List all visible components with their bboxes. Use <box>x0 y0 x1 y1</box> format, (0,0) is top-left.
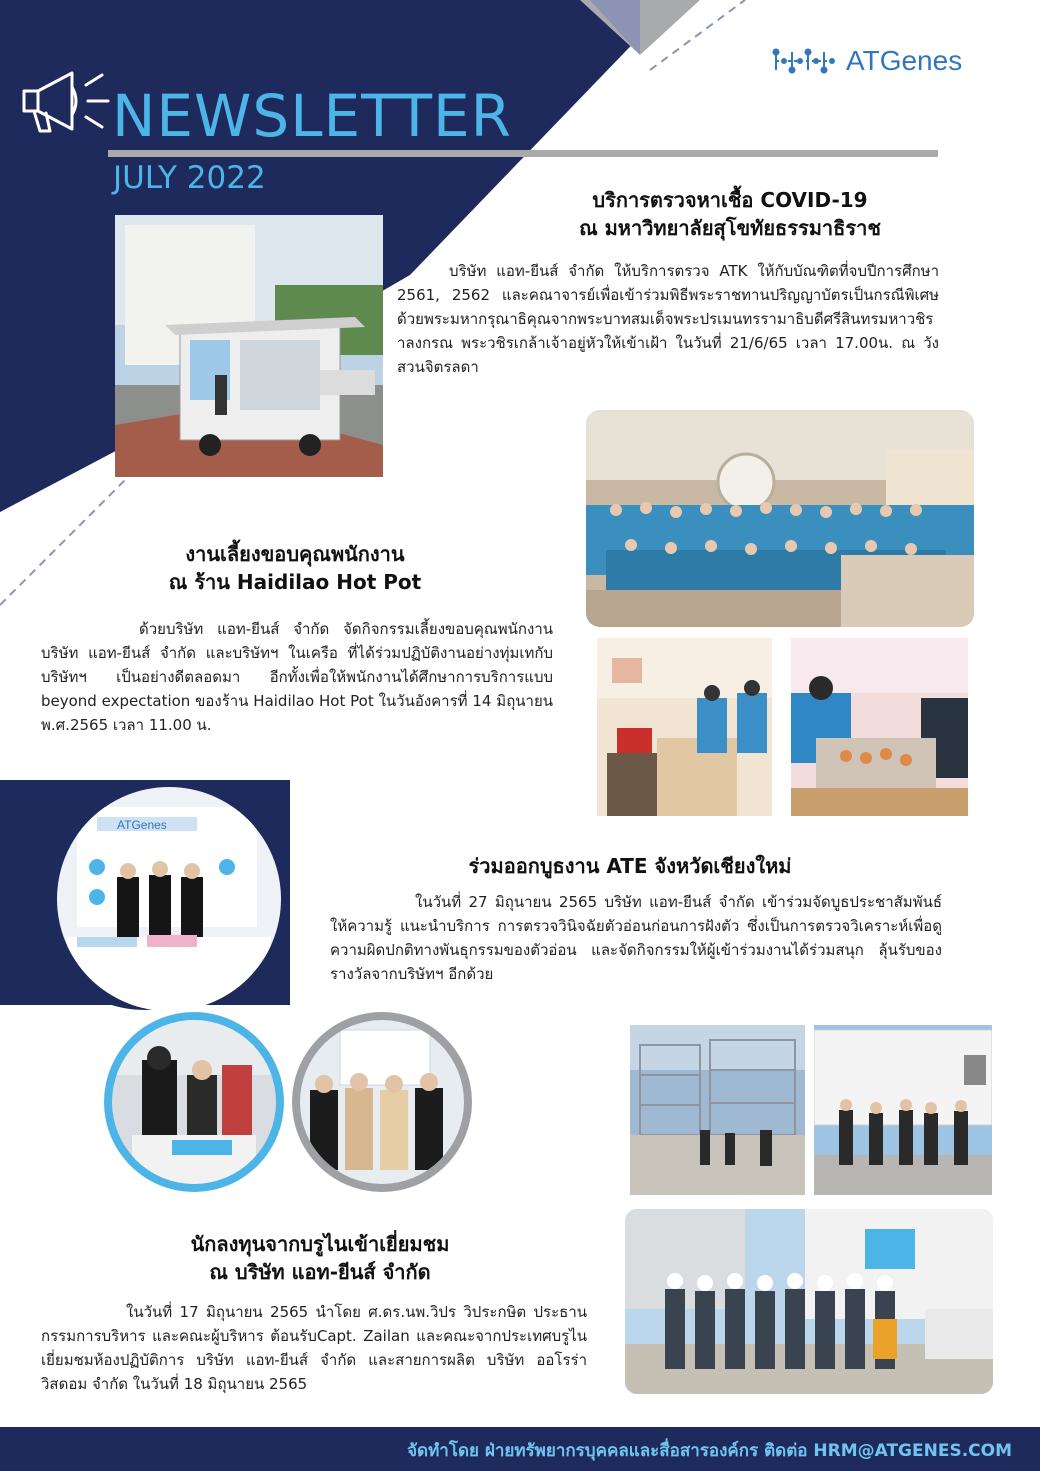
visit-title-line1: นักลงทุนจากบรูไนเข้าเยี่ยมชม <box>190 1232 450 1256</box>
brand-logo <box>772 45 962 77</box>
visit-title-line2: ณ บริษัท แอท-ยีนส์ จำกัด <box>209 1260 431 1284</box>
booth-body-text: ในวันที่ 27 มิถุนายน 2565 บริษัท แอท-ยีนส์ จำกัด เข้าร่วมจัดบูธประชาสัมพันธ์ ให้ความรู้ แนะนำบริการ การตรวจวินิจฉัยตัวอ่อนก่อนการฝังตัว ซึ่งเป็นการตรวจวิเคราะห์เพื่อดูความผิดปกติทางพันธุกรรมของตัวอ่อน และจัดกิจกรรมให้ผู้เข้าร่วมงานได้ร่วมสนุก ลุ้นรับของรางวัลจากบริษัทฯ อีกด้วย <box>330 893 942 983</box>
party-title <box>120 540 470 596</box>
booth-banner-text: ATGenes <box>117 818 167 832</box>
atgenes-logo-icon <box>772 46 836 76</box>
booth-title: ร่วมออกบูธงาน ATE จังหวัดเชียงใหม่ <box>468 854 792 878</box>
covid-title-line2: ณ มหาวิทยาลัยสุโขทัยธรรมาธิราช <box>579 216 881 240</box>
party-group-photo <box>586 410 974 627</box>
newsletter-title: NEWSLETTER <box>112 82 512 150</box>
visit-body-text: ในวันที่ 17 มิถุนายน 2565 นำโดย ศ.ดร.นพ.วิปร วิประกษิต ประธานกรรมการบริหาร และคณะผู้บริหาร ต้อนรับCapt. Zailan และคณะจากประเทศบรูไน เยี่ยมชมห้องปฏิบัติการ บริษัท แอท-ยีนส์ จำกัด และสายการผลิต บริษัท ออโรร่า วิสดอม จำกัด ในวันที่ 18 มิถุนายน 2565 <box>41 1303 587 1393</box>
visit-photo-1 <box>630 1025 805 1195</box>
covid-body-text: บริษัท แอท-ยีนส์ จำกัด ให้บริการตรวจ ATK ให้กับบัณฑิตที่จบปีการศึกษา 2561, 2562 และคณาจารย์เพื่อเข้าร่วมพิธีพระราชทานปริญญาบัตรเป็นกรณีพิเศษ ด้วยพระมหากรุณาธิคุณจากพระบาทสมเด็จพระปรเมนทรรามาธิบดีศรีสินทรมหาวชิราลงกรณ พระวชิรเกล้าเจ้าอยู่หัวให้เข้าเฝ้า ในวันที่ 21/6/65 เวลา 17.00น. ณ วังสวนจิตรลดา <box>397 262 939 376</box>
party-title-line2: ณ ร้าน Haidilao Hot Pot <box>168 570 422 594</box>
title-rule <box>108 150 938 157</box>
party-photo-2 <box>597 638 772 816</box>
megaphone-icon <box>20 65 112 140</box>
covid-title <box>520 186 940 242</box>
covid-body <box>397 259 939 379</box>
covid-photo <box>115 215 383 477</box>
footer-bar <box>0 1427 1040 1471</box>
booth-photo-main <box>57 787 281 1011</box>
booth-photo-3 <box>300 1020 464 1184</box>
party-photo-3 <box>791 638 968 816</box>
footer-contact: จัดทำโดย ฝ่ายทรัพยากรบุคคลและสื่อสารองค์กร ติดต่อ HRM@ATGENES.COM <box>407 1441 1012 1461</box>
visit-group-photo <box>625 1209 993 1394</box>
booth-photo-2 <box>112 1020 276 1184</box>
brand-name: ATGenes <box>846 45 963 76</box>
party-title-line1: งานเลี้ยงขอบคุณพนักงาน <box>185 542 405 566</box>
party-body <box>41 617 553 737</box>
visit-photo-2 <box>814 1025 992 1195</box>
newsletter-month: JULY 2022 <box>113 160 266 196</box>
visit-body <box>41 1300 587 1396</box>
booth-body <box>330 890 942 986</box>
covid-title-line1: บริการตรวจหาเชื้อ COVID-19 <box>592 188 868 212</box>
party-body-text: ด้วยบริษัท แอท-ยีนส์ จำกัด จัดกิจกรรมเลี้ยงขอบคุณพนักงาน บริษัท แอท-ยีนส์ จำกัด และบริษัทฯ ในเครือ ที่ได้ร่วมปฏิบัติงานอย่างทุ่มเทกับบริษัทฯ เป็นอย่างดีตลอดมา อีกทั้งเพื่อให้พนักงานได้ศึกษาการบริการแบบ beyond expectation ของร้าน Haidilao Hot Pot ในวันอังคารที่ 14 มิถุนายน พ.ศ.2565 เวลา 11.00 น. <box>41 620 553 734</box>
visit-title <box>150 1230 490 1286</box>
